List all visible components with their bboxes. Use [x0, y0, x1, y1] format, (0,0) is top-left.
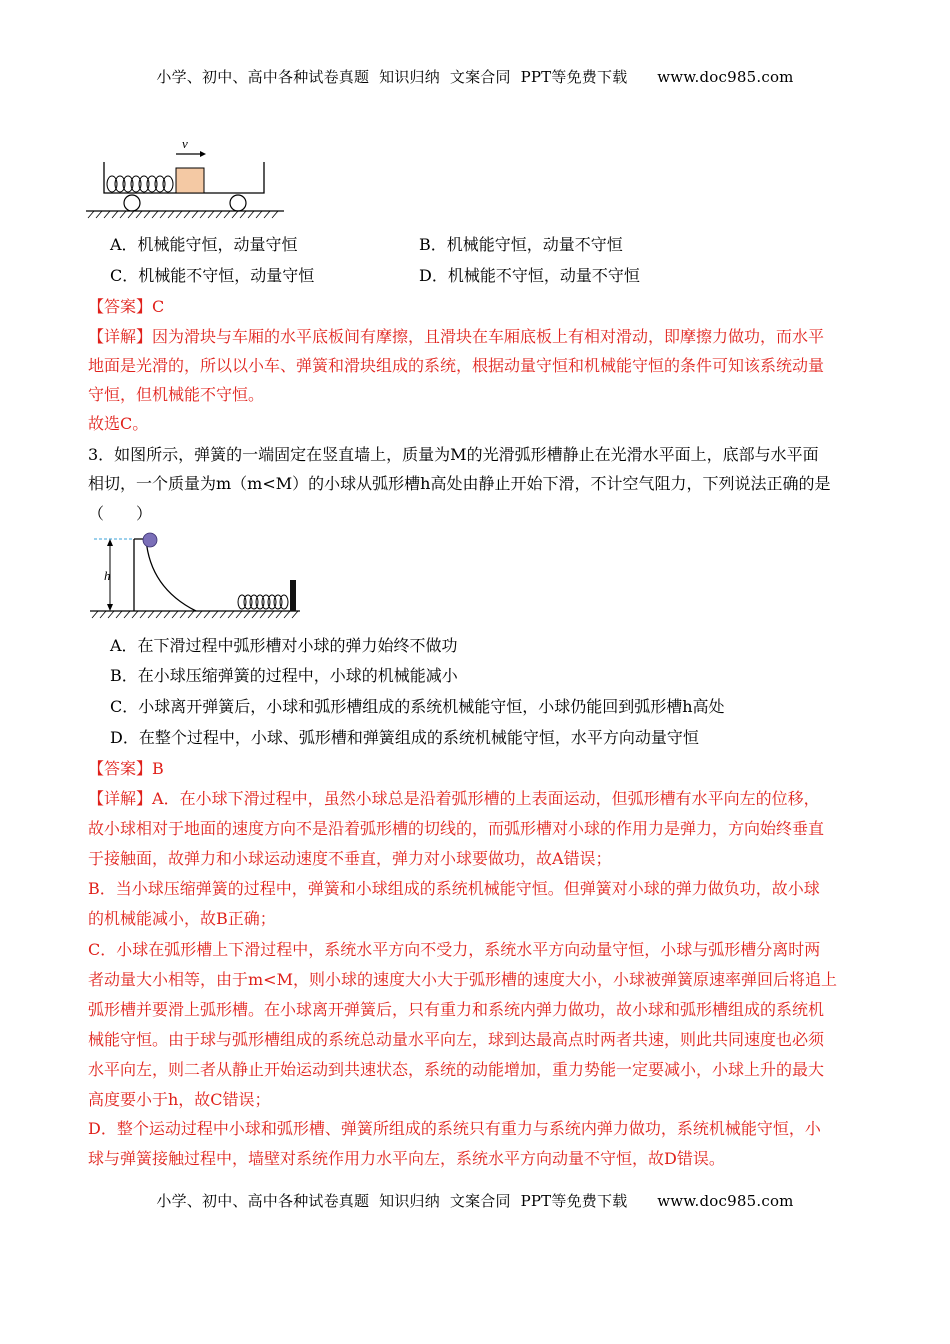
q3-detail-line-12: D．整个运动过程中小球和弧形槽、弹簧所组成的系统只有重力与系统内弹力做功，系统机械能守恒，小 [88, 1119, 821, 1138]
q2-detail-line-2: 地面是光滑的，所以以小车、弹簧和滑块组成的系统，根据动量守恒和机械能守恒的条件可知该系统动量 [88, 356, 825, 375]
q3-option-a: A．在下滑过程中弧形槽对小球的弹力始终不做功 [110, 636, 458, 655]
q3-detail-line-3: 于接触面，故弹力和小球运动速度不垂直，弹力对小球要做功，故A错误； [88, 849, 612, 868]
q2-option-d: D．机械能不守恒，动量不守恒 [419, 266, 640, 285]
q3-detail-line-2: 故小球相对于地面的速度方向不是沿着弧形槽的切线的，而弧形槽对小球的作用力是弹力，方向始终垂直 [88, 819, 825, 838]
velocity-label: v [182, 136, 188, 151]
q3-detail-label: 【详解】 [88, 789, 153, 808]
q3-detail-line-11: 高度要小于h，故C错误； [88, 1090, 271, 1109]
q2-option-a: A．机械能守恒，动量守恒 [110, 235, 298, 254]
q2-option-c: C．机械能不守恒，动量守恒 [110, 266, 315, 285]
q3-detail-line-9: 械能守恒。由于球与弧形槽组成的系统总动量水平向左，球到达最高点时两者共速，则此共同速度也必须 [88, 1030, 825, 1049]
q2-conclusion: 故选C。 [88, 414, 149, 433]
page-footer: 小学、初中、高中各种试卷真题 知识归纳 文案合同 PPT等免费下载 www.doc985.com [156, 1192, 794, 1210]
q3-detail-line-8: 弧形槽并要滑上弧形槽。在小球离开弹簧后，只有重力和系统内弹力做功，故小球和弧形槽组成的系统机 [88, 1000, 825, 1019]
q3-detail-line-4: B．当小球压缩弹簧的过程中，弹簧和小球组成的系统机械能守恒。但弹簧对小球的弹力做负功，故小球 [88, 879, 820, 898]
q3-stem-line-2: 相切，一个质量为m（m<M）的小球从弧形槽h高处由静止开始下滑，不计空气阻力，下列说法正确的是 [88, 474, 831, 493]
q2-detail-text-1: 因为滑块与车厢的水平底板间有摩擦，且滑块在车厢底板上有相对滑动，即摩擦力做功，而水平 [152, 327, 825, 346]
q3-option-d: D．在整个过程中，小球、弧形槽和弹簧组成的系统机械能守恒，水平方向动量守恒 [110, 728, 699, 747]
q2-option-b: B．机械能守恒，动量不守恒 [419, 235, 623, 254]
q2-detail-line-1 [88, 324, 868, 347]
q3-stem-line-3: （ ） [88, 504, 153, 523]
q2-detail-line-3: 守恒，但机械能不守恒。 [88, 385, 265, 404]
q3-answer: 【答案】B [88, 759, 164, 778]
arc-trough-spring-figure [88, 528, 308, 620]
q3-detail-line-1 [88, 786, 868, 809]
q3-detail-line-13: 球与弹簧接触过程中，墙壁对系统作用力水平向左，系统水平方向动量不守恒，故D错误。 [88, 1149, 725, 1168]
page-header: 小学、初中、高中各种试卷真题 知识归纳 文案合同 PPT等免费下载 www.doc985.com [156, 68, 794, 86]
q3-detail-line-10: 水平向左，则二者从静止开始运动到共速状态，系统的动能增加，重力势能一定要减小，小球上升的最大 [88, 1060, 825, 1079]
q3-option-b: B．在小球压缩弹簧的过程中，小球的机械能减小 [110, 666, 458, 685]
q2-detail-label: 【详解】 [88, 327, 153, 346]
q3-option-c: C．小球离开弹簧后，小球和弧形槽组成的系统机械能守恒，小球仍能回到弧形槽h高处 [110, 697, 725, 716]
q3-detail-text-1: A．在小球下滑过程中，虽然小球总是沿着弧形槽的上表面运动，但弧形槽有水平向左的位移， [152, 789, 820, 808]
q3-detail-line-7: 者动量大小相等，由于m<M，则小球的速度大小大于弧形槽的速度大小，小球被弹簧原速率弹回后将追上 [88, 970, 837, 989]
cart-spring-block-figure [84, 136, 288, 222]
q2-answer: 【答案】C [88, 297, 165, 316]
q3-detail-line-5: 的机械能减小，故B正确； [88, 909, 276, 928]
q3-stem-line-1: 3．如图所示，弹簧的一端固定在竖直墙上，质量为M的光滑弧形槽静止在光滑水平面上，底部与水平面 [88, 445, 819, 464]
q3-detail-line-6: C．小球在弧形槽上下滑过程中，系统水平方向不受力，系统水平方向动量守恒，小球与弧形槽分离时两 [88, 940, 821, 959]
height-label: h [104, 568, 111, 583]
